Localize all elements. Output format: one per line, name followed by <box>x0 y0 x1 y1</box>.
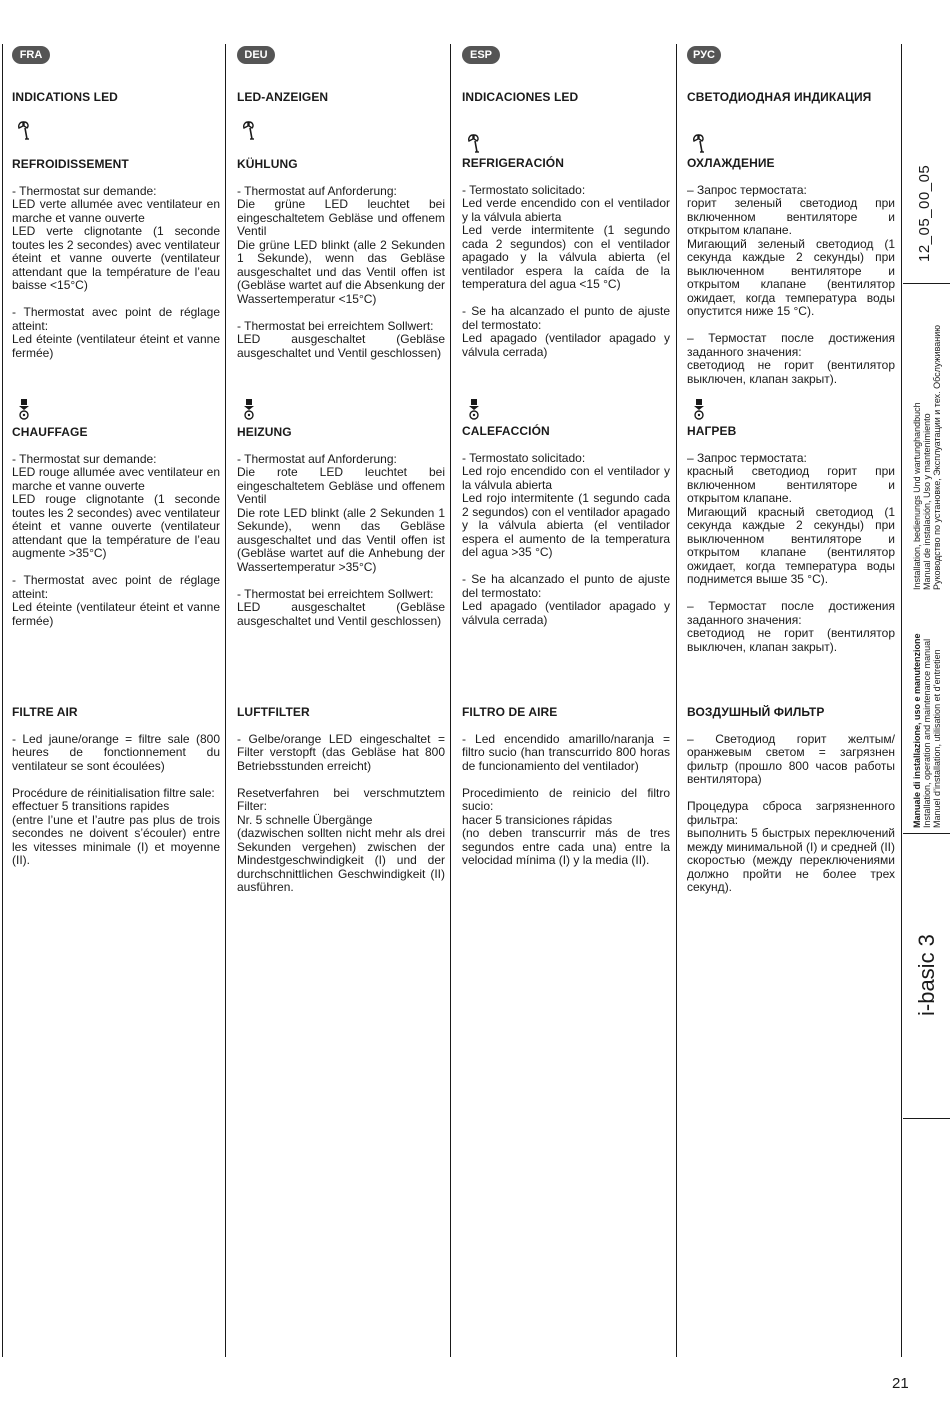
section-title: СВЕТОДИОДНАЯ ИНДИКАЦИЯ <box>687 90 872 104</box>
cooling-section <box>237 157 445 360</box>
column-rule <box>225 44 226 1357</box>
language-badge: FRA <box>12 46 50 64</box>
fan-heating-icon <box>691 398 707 420</box>
cooling-section <box>12 157 220 360</box>
cooling-heading: ОХЛАЖДЕНИЕ <box>687 156 775 170</box>
cooling-paragraph: – Термостат после достижения заданного значения: светодиод не горит (вентилятор выключен, клапан закрыт). <box>687 331 895 386</box>
sidebar-divider <box>903 1118 950 1119</box>
cooling-heading: KÜHLUNG <box>237 157 298 171</box>
manual-title: Manual de instalación, Uso y mantenimiento <box>922 413 932 590</box>
heating-section <box>462 424 670 627</box>
model-name: i-basic 3 <box>914 934 939 1016</box>
filter-paragraph: - Led encendido amarillo/naranja = filtro sucio (han transcurrido 800 horas de funcionamiento del ventilador) <box>462 731 670 773</box>
sidebar-rule <box>901 44 902 1357</box>
cooling-heading: REFRIGERACIÓN <box>462 156 564 170</box>
filter-paragraph: – Светодиод горит желтым/оранжевым светом = загрязнен фильтр (прошло 800 часов работы вентилятора) <box>687 731 895 786</box>
cooling-paragraph: - Thermostat avec point de réglage atteint: Led éteinte (ventilateur éteint et vanne fermée) <box>12 305 220 360</box>
filter-heading: ВОЗДУШНЫЙ ФИЛЬТР <box>687 705 825 719</box>
fan-cooling-icon <box>466 132 482 154</box>
cooling-heading: REFROIDISSEMENT <box>12 157 129 171</box>
heating-paragraph: - Termostato solicitado: Led rojo encendido con el ventilador y la válvula abierta Led rojo intermitente (1 segundo cada 2 segundos) con el ventilador apagado y la válvula abierta (el ventilador espera el aumento de la temperatura del agua >35 °C) <box>462 450 670 559</box>
column-rule <box>450 44 451 1357</box>
section-title: LED-ANZEIGEN <box>237 90 329 104</box>
fan-cooling-icon <box>16 119 32 141</box>
filter-paragraph: - Led jaune/orange = filtre sale (800 heures de fonctionnement du ventilateur se sont écoulées) <box>12 731 220 773</box>
cooling-paragraph: - Thermostat sur demande: LED verte allumée avec ventilateur en marche et vanne ouverte LED verte clignotante (1 seconde toutes les 2 secondes) avec ventilateur éteint et vanne ouverte (ventilateur attendant que la température de l’eau baisse <15°C) <box>12 183 220 292</box>
language-badge: РУС <box>687 46 721 64</box>
manual-title: Manuel d’installation, utilisation et d’entretien <box>932 649 942 828</box>
manual-title: Руководство по установке, Эксплуатации и тех. Обслуживанию <box>932 324 942 590</box>
page-number: 21 <box>892 1375 909 1392</box>
section-title: INDICACIONES LED <box>462 90 579 104</box>
fan-cooling-icon <box>241 119 257 141</box>
cooling-section <box>462 156 670 359</box>
fan-heating-icon <box>16 398 32 420</box>
cooling-paragraph: – Запрос термостата: горит зеленый светодиод при включенном вентиляторе и открытом клапане. Мигающий зеленый светодиод (1 секунда каждые 2 секунды) при выключенном вентиляторе и открытом клапане (вентилятор ожидает, когда температура воды опустится ниже 15 °C). <box>687 182 895 318</box>
heating-paragraph: - Thermostat sur demande: LED rouge allumée avec ventilateur en marche et vanne ouverte LED rouge clignotante (1 seconde toutes les 2 secondes) avec ventilateur éteint et vanne ouverte (ventilateur attendant que la température de l’eau augmente >35°C) <box>12 451 220 560</box>
heating-paragraph: - Thermostat bei erreichtem Sollwert: LED ausgeschaltet (Gebläse ausgeschaltet und Ventil geschlossen) <box>237 586 445 628</box>
cooling-paragraph: - Thermostat bei erreichtem Sollwert: LED ausgeschaltet (Gebläse ausgeschaltet und Ventil geschlossen) <box>237 318 445 360</box>
filter-paragraph: - Gelbe/orange LED eingeschaltet = Filter verstopft (das Gebläse hat 800 Betriebsstunden erreicht) <box>237 731 445 773</box>
heating-heading: CHAUFFAGE <box>12 425 88 439</box>
heating-paragraph: – Запрос термостата: красный светодиод горит при включенном вентиляторе и открытом клапане. Мигающий красный светодиод (1 секунда каждые 2 секунды) при выключенном вентиляторе и открытом клапане (вентилятор ожидает, когда температура воды поднимется выше 35 °C). <box>687 450 895 586</box>
fan-heating-icon <box>466 398 482 420</box>
filter-heading: FILTRO DE AIRE <box>462 705 558 719</box>
sidebar-divider <box>903 283 950 284</box>
cooling-paragraph: - Se ha alcanzado el punto de ajuste del termostato: Led apagado (ventilador apagado y válvula cerrada) <box>462 304 670 359</box>
language-badge: DEU <box>237 46 275 64</box>
heating-section <box>687 424 895 654</box>
language-badge: ESP <box>462 46 500 64</box>
heating-heading: CALEFACCIÓN <box>462 424 550 438</box>
filter-heading: FILTRE AIR <box>12 705 78 719</box>
heating-section <box>237 425 445 628</box>
cooling-paragraph: - Thermostat auf Anforderung: Die grüne LED leuchtet bei eingeschaltetem Gebläse und offenem Ventil Die grüne LED blinkt (alle 2 Sekunden 1 Sekunde), wenn das Gebläse ausgeschaltet und das Ventil offen ist (Gebläse wartet auf die Absenkung der Wassertemperatur <15°C) <box>237 183 445 306</box>
filter-paragraph: Resetverfahren bei verschmutztem Filter: Nr. 5 schnelle Übergänge (dazwischen sollten nicht mehr als drei Sekunden vergehen) zwischen der Mindestgeschwindigkeit (I) und der durchschnittlichen Geschwindigkeit (II) ausführen. <box>237 785 445 894</box>
filter-section <box>687 705 895 895</box>
manual-title: Installation, operation and maintenance manual <box>922 638 932 828</box>
section-title: INDICATIONS LED <box>12 90 118 104</box>
filter-section <box>12 705 220 868</box>
heating-paragraph: - Se ha alcanzado el punto de ajuste del termostato: Led apagado (ventilador apagado y válvula cerrada) <box>462 572 670 627</box>
filter-section <box>462 705 670 868</box>
filter-heading: LUFTFILTER <box>237 705 310 719</box>
fan-heating-icon <box>241 398 257 420</box>
heating-paragraph: – Термостат после достижения заданного значения: светодиод не горит (вентилятор выключен, клапан закрыт). <box>687 599 895 654</box>
column-rule <box>2 44 3 1357</box>
heating-heading: HEIZUNG <box>237 425 292 439</box>
filter-paragraph: Procédure de réinitialisation filtre sale: effectuer 5 transitions rapides (entre l’une et l’autre pas plus de trois secondes ne doivent s’écouler) entre les vitesses minimale (I) et moyenne (II). <box>12 785 220 867</box>
manual-title: Installation, bedienungs Und wartunghandbuch <box>912 402 922 590</box>
fan-cooling-icon <box>691 132 707 154</box>
manual-titles-bottom <box>912 633 942 828</box>
column-rule <box>676 44 677 1357</box>
manual-titles-top <box>912 325 942 590</box>
document-code: 12_05_00_05 <box>916 164 933 262</box>
cooling-section <box>687 156 895 386</box>
heating-paragraph: - Thermostat avec point de réglage atteint: Led éteinte (ventilateur éteint et vanne fermée) <box>12 573 220 628</box>
heating-heading: НАГРЕВ <box>687 424 737 438</box>
manual-title: Manuale di installazione, uso e manutenzione <box>912 633 922 828</box>
filter-paragraph: Процедура сброса загрязненного фильтра: выполнить 5 быстрых переключений между минимальной (I) и средней (II) скоростью (между переключениями должно пройти не более трех секунд). <box>687 799 895 894</box>
sidebar-divider <box>903 833 950 834</box>
filter-paragraph: Procedimiento de reinicio del filtro sucio: hacer 5 transiciones rápidas (no deben transcurrir más de tres segundos entre cada una) entre la velocidad mínima (I) y la media (II). <box>462 785 670 867</box>
heating-paragraph: - Thermostat auf Anforderung: Die rote LED leuchtet bei eingeschaltetem Gebläse und offenem Ventil Die rote LED blinkt (alle 2 Sekunden 1 Sekunde), wenn das Gebläse ausgeschaltet und das Ventil offen ist (Gebläse wartet auf die Anhebung der Wassertemperatur >35°C) <box>237 451 445 574</box>
filter-section <box>237 705 445 895</box>
heating-section <box>12 425 220 628</box>
cooling-paragraph: - Termostato solicitado: Led verde encendido con el ventilador y la válvula abierta Led verde intermitente (1 segundo cada 2 segundos) con el ventilador apagado y la válvula abierta (el ventilador espera la caída de la temperatura del agua <15 °C) <box>462 182 670 291</box>
